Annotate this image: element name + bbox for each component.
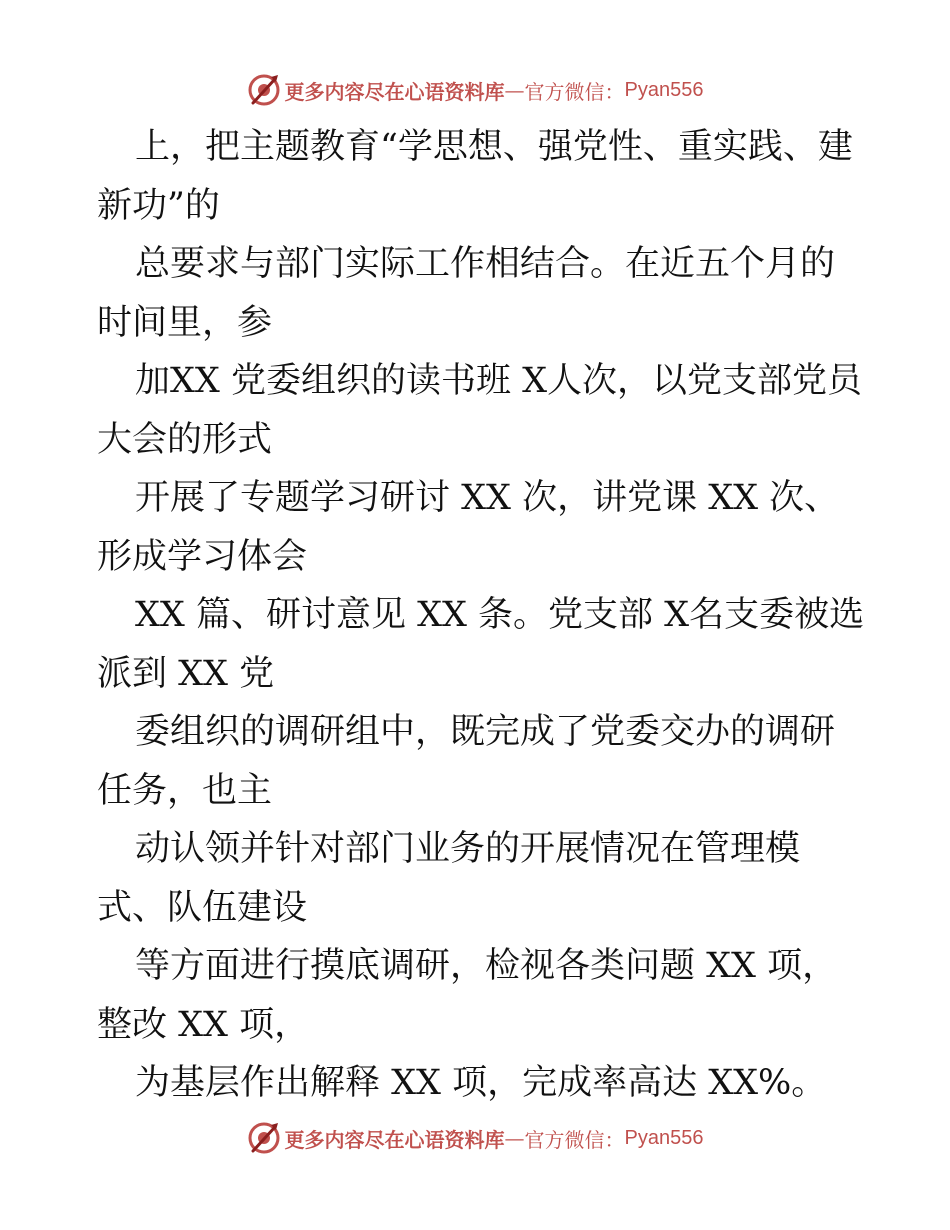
watermark-brand: 更多内容尽在心语资料库 bbox=[284, 79, 505, 104]
watermark-official: 官方微信： bbox=[524, 79, 625, 104]
header-watermark bbox=[0, 70, 950, 110]
paragraph-4: 开展了专题学习研讨 XX 次，讲党课 XX 次、形成学习体会 bbox=[97, 478, 840, 577]
paragraph-2: 总要求与部门实际工作相结合。在近五个月的时间里，参 bbox=[97, 244, 836, 343]
paragraph-3: 加XX 党委组织的读书班 X人次，以党支部党员大会的形式 bbox=[97, 361, 863, 460]
watermark-account: Pyan556 bbox=[624, 1126, 704, 1149]
footer-watermark bbox=[0, 1118, 950, 1158]
paragraph-1: 上，把主题教育“学思想、强党性、重实践、建新功”的 bbox=[97, 127, 853, 226]
paragraph-5: XX 篇、研讨意见 XX 条。党支部 X名支委被选派到 XX 党 bbox=[97, 595, 865, 694]
watermark-official: 官方微信： bbox=[524, 1127, 625, 1152]
paragraph-9: 为基层作出解释 XX 项，完成率高达 XX%。 bbox=[135, 1063, 827, 1103]
watermark-separator: — bbox=[504, 1126, 525, 1150]
paragraph-8: 等方面进行摸底调研，检视各类问题 XX 项，整改 XX 项， bbox=[97, 946, 838, 1045]
body-text bbox=[97, 118, 867, 1113]
quill-logo-icon bbox=[247, 1121, 281, 1155]
quill-logo-icon bbox=[247, 73, 281, 107]
watermark-brand: 更多内容尽在心语资料库 bbox=[284, 1127, 505, 1152]
watermark-separator: — bbox=[504, 78, 525, 102]
paragraph-7: 动认领并针对部门业务的开展情况在管理模式、队伍建设 bbox=[97, 829, 801, 928]
watermark-account: Pyan556 bbox=[624, 78, 704, 101]
paragraph-6: 委组织的调研组中，既完成了党委交办的调研任务，也主 bbox=[97, 712, 836, 811]
